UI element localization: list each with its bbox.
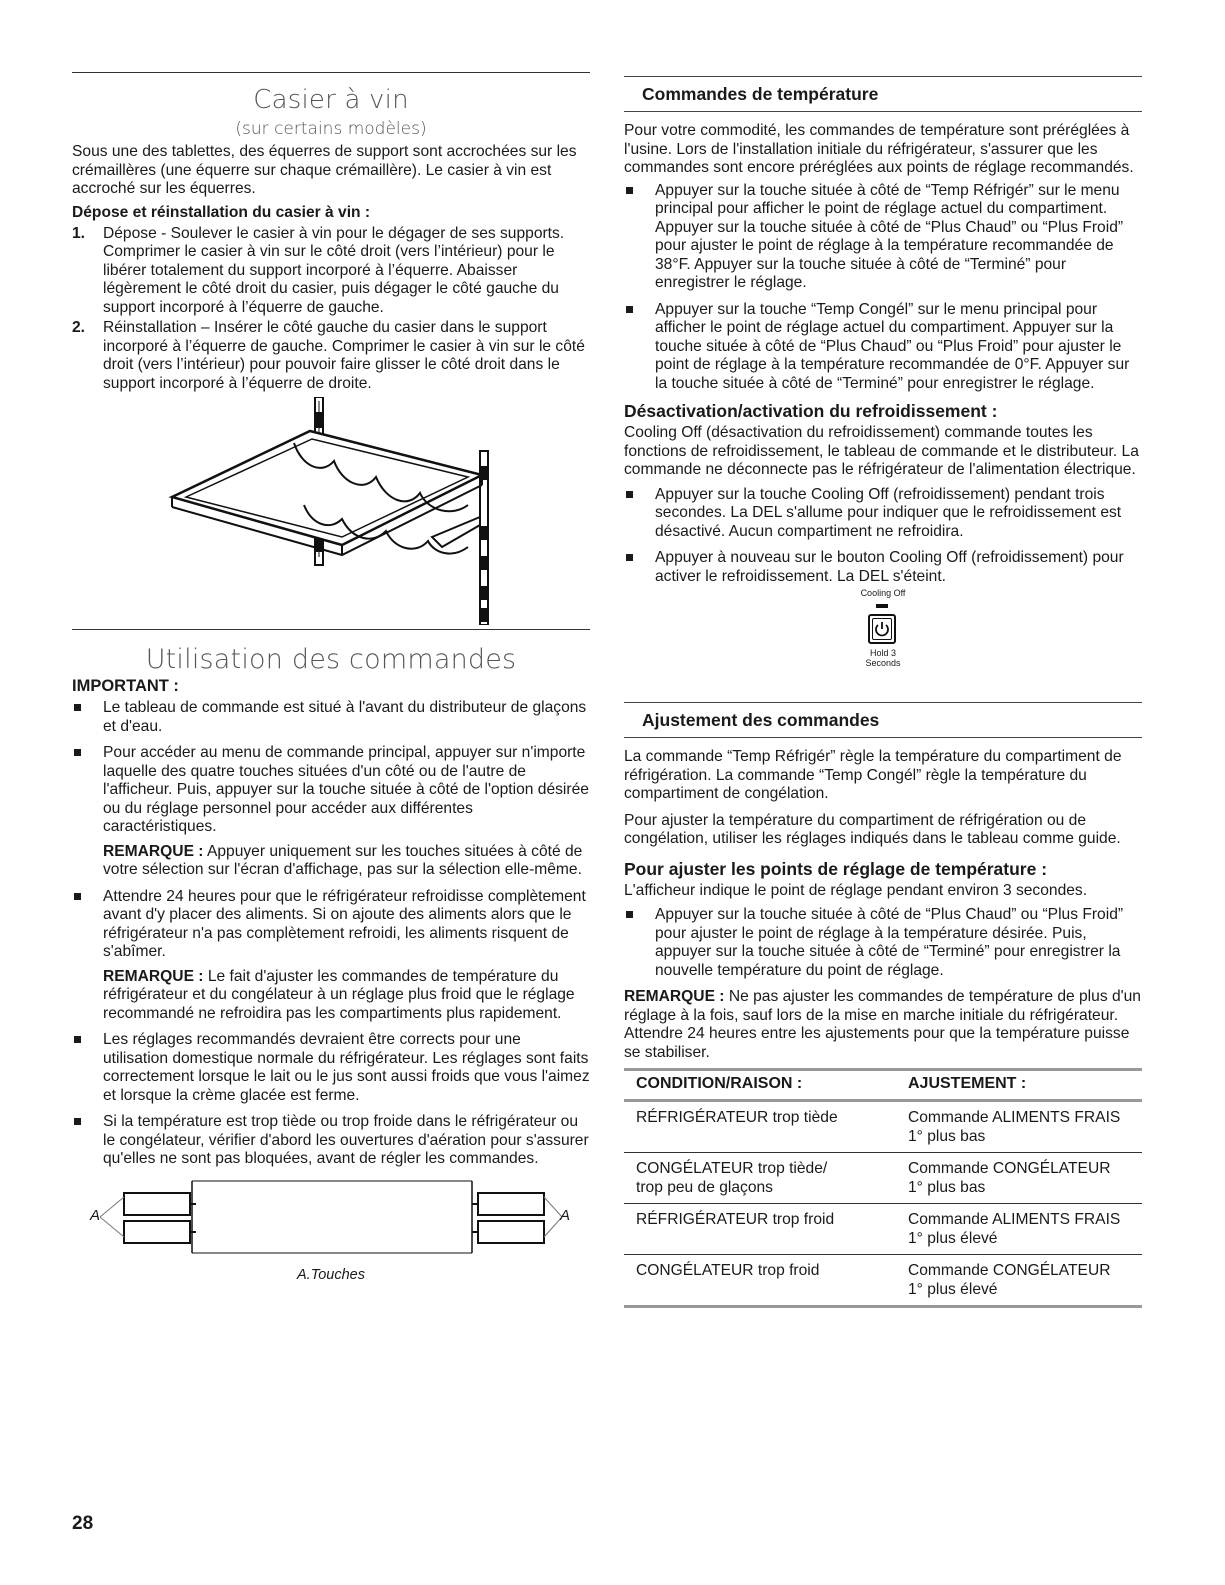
wine-rack-intro: Sous une des tablettes, des équerres de support sont accrochées sur les crémaillères (une équerre sur chaque crémaillère). Le casier à vin est accroché sur les équerres. (72, 143, 577, 197)
cooling-off-button[interactable] (868, 614, 896, 644)
step-number: 2. (72, 319, 86, 336)
wine-rack-illustration (72, 397, 590, 625)
table-header: AJUSTEMENT : (896, 1070, 1142, 1101)
table-cell: RÉFRIGÉRATEUR trop froid (624, 1204, 896, 1255)
power-icon (870, 616, 894, 642)
cooling-heading: Désactivation/activation du refroidissement : (624, 401, 998, 421)
list-item (72, 1113, 590, 1169)
led-indicator (876, 604, 888, 608)
table-row (624, 1204, 1142, 1255)
list-item (72, 1031, 590, 1105)
table-cell: Commande CONGÉLATEUR 1° plus élevé (896, 1255, 1142, 1307)
important-label: IMPORTANT : (72, 677, 179, 695)
note (103, 843, 590, 880)
table-cell: Commande ALIMENTS FRAIS 1° plus élevé (896, 1204, 1142, 1255)
adjust-sub-p: L'afficheur indique le point de réglage pendant environ 3 secondes. (624, 881, 1088, 899)
cooling-off-label: Cooling Off (860, 588, 906, 598)
table-cell: CONGÉLATEUR trop froid (624, 1255, 896, 1307)
touches-diagram (72, 1177, 590, 1289)
bullet-text: Pour accéder au menu de commande principal, appuyer sur n'importe laquelle des quatre touches situées d'un côté ou de l'autre de l'afficheur. Puis, appuyer sur la touche située à côté de l'option désirée ou du réglage personnel pour accéder aux différentes caractéristiques. (103, 744, 589, 835)
adjust-bullets (624, 906, 1142, 980)
right-column (624, 72, 1142, 1308)
adjust-p2: Pour ajuster la température du compartiment de réfrigération ou de congélation, utiliser les réglages indiqués dans le tableau comme guide. (624, 811, 1121, 847)
wine-rack-title: Casier à vin (253, 85, 409, 115)
temp-controls-heading: Commandes de température (624, 76, 1142, 112)
touch-label-left: A (90, 1206, 101, 1224)
section-rule (72, 629, 590, 630)
table-header: CONDITION/RAISON : (624, 1070, 896, 1101)
page-number: 28 (72, 1513, 94, 1534)
touch-label-right: A (560, 1206, 571, 1224)
table-cell: Commande ALIMENTS FRAIS 1° plus bas (896, 1101, 1142, 1153)
list-item: Appuyer à nouveau sur le bouton Cooling Off (refroidissement) pour activer le refroidissement. La DEL s'éteint. (624, 549, 1142, 586)
note-label: REMARQUE : (624, 988, 725, 1005)
hold-label-line: Seconds (865, 658, 901, 668)
bullet-text: Le tableau de commande est situé à l'avant du distributeur de glaçons et d'eau. (103, 699, 587, 735)
step-text: Réinstallation – Insérer le côté gauche du casier dans le support incorporé à l’équerre de gauche. Comprimer le casier à vin sur le côté droit (vers l’intérieur) pour pouvoir faire glisser le côté droit dans le support incorporé à l’équerre de droite. (103, 319, 585, 392)
list-item (72, 888, 590, 1024)
list-item (72, 744, 590, 880)
table-cell: Commande CONGÉLATEUR 1° plus bas (896, 1153, 1142, 1204)
bullet-text: Attendre 24 heures pour que le réfrigérateur refroidisse complètement avant d'y placer des aliments. Si on ajoute des aliments alors que le réfrigérateur n'a pas complètement refroidi, les aliments risquent de s'abîmer. (103, 887, 586, 960)
diagram-caption: A.Touches (297, 1266, 365, 1283)
adjustment-table (624, 1068, 1142, 1308)
cooling-off-illustration (624, 588, 1142, 692)
wine-rack-drawing (72, 397, 590, 625)
hold-label-line: Hold 3 (869, 648, 896, 658)
list-item: Appuyer sur la touche “Temp Congél” sur le menu principal pour afficher le point de réglage actuel du compartiment. Appuyer sur la touche située à côté de “Plus Chaud” ou “Plus Froid” pour ajuster le point de réglage à la température recommandée de 0°F. Appuyer sur la touche située à côté de “Terminé” pour enregistrer le réglage. (624, 301, 1142, 394)
list-item: Appuyer sur la touche située à côté de “Temp Réfrigér” sur le menu principal pour afficher le point de réglage actuel du compartiment. Appuyer sur la touche située à côté de “Plus Chaud” ou “Plus Froid” pour ajuster le point de réglage à la température recommandée de 38°F. Appuyer sur la touche située à côté de “Terminé” pour enregistrer le réglage. (624, 182, 1142, 293)
table-header-row (624, 1070, 1142, 1101)
note-text: Ne pas ajuster les commandes de température de plus d'un réglage à la fois, sauf lors de la mise en marche initiale du réfrigérateur. Attendre 24 heures entre les ajustements pour que la température puisse se stabiliser. (624, 988, 1141, 1061)
section-rule (72, 72, 590, 73)
controls-bullets (72, 699, 590, 1169)
wine-rack-heading: Dépose et réinstallation du casier à vin : (72, 203, 371, 221)
step-number: 1. (72, 224, 86, 242)
step-text: Dépose - Soulever le casier à vin pour le dégager de ses supports. Comprimer le casier à vin sur le côté droit (vers l’intérieur) pour le libérer totalement du support incorporé à l’équerre. Abaisser légèrement le côté droit du casier, puis dégager le côté gauche du support incorporé à l’équerre de gauche. (103, 224, 565, 316)
table-row (624, 1153, 1142, 1204)
temp-controls-bullets (624, 182, 1142, 394)
temp-controls-intro: Pour votre commodité, les commandes de température sont préréglées à l'usine. Lors de l'installation initiale du réfrigérateur, s'assurer que les commandes sont encore préréglées aux points de réglage recommandés. (624, 122, 1134, 176)
wine-rack-subtitle: (sur certains modèles) (235, 119, 427, 139)
list-item (72, 699, 590, 736)
controls-title: Utilisation des commandes (145, 644, 517, 675)
note-text: Appuyer uniquement sur les touches situées à côté de votre sélection sur l'écran d'affichage, pas sur la sélection elle-même. (103, 842, 583, 878)
note-text: Le fait d'ajuster les commandes de température du réfrigérateur et du congélateur à un réglage plus froid que le réglage recommandé ne refroidira pas les compartiments plus rapidement. (103, 967, 575, 1022)
list-item: Appuyer sur la touche située à côté de “Plus Chaud” ou “Plus Froid” pour ajuster le point de réglage à la température désirée. Puis, appuyer sur la touche située à côté de “Terminé” pour enregistrer la nouvelle température du point de réglage. (624, 906, 1142, 980)
adjust-p1: La commande “Temp Réfrigér” règle la température du compartiment de réfrigération. La commande “Temp Congél” règle la température du compartiment de congélation. (624, 748, 1122, 802)
bullet-text: Les réglages recommandés devraient être corrects pour une utilisation domestique normale du réfrigérateur. Les réglages sont faits correctement lorsque le lait ou le jus sont aussi froids que vous l'aimez et lorsque la crème glacée est ferme. (103, 1031, 590, 1104)
adjust-note (624, 988, 1142, 1062)
bullet-text: Si la température est trop tiède ou trop froide dans le réfrigérateur ou le congélateur, vérifier d'abord les ouvertures d'aération pour s'assurer qu'elles ne sont pas bloquées, avant de régler les commandes. (103, 1113, 589, 1167)
cooling-intro: Cooling Off (désactivation du refroidissement) commande toutes les fonctions de refroidissement, le tableau de commande et le distributeur. La commande ne déconnecte pas le réfrigérateur de l'alimentation électrique. (624, 424, 1139, 478)
list-item: Appuyer sur la touche Cooling Off (refroidissement) pendant trois secondes. La DEL s'allume pour indiquer que le refroidissement est désactivé. Aucun compartiment ne refroidira. (624, 486, 1142, 542)
cooling-bullets (624, 486, 1142, 587)
table-cell: RÉFRIGÉRATEUR trop tiède (624, 1101, 896, 1153)
left-column (72, 72, 590, 1289)
note (103, 968, 590, 1024)
step-item (72, 225, 590, 318)
table-row (624, 1255, 1142, 1307)
table-row (624, 1101, 1142, 1153)
adjust-heading: Ajustement des commandes (624, 702, 1142, 738)
adjust-sub-heading: Pour ajuster les points de réglage de température : (624, 858, 1048, 879)
table-cell: CONGÉLATEUR trop tiède/ trop peu de glaçons (624, 1153, 896, 1204)
note-label: REMARQUE : (103, 842, 204, 860)
wine-rack-steps (72, 225, 590, 394)
step-item (72, 319, 590, 393)
hold-label (624, 648, 1142, 668)
note-label: REMARQUE : (103, 967, 204, 985)
